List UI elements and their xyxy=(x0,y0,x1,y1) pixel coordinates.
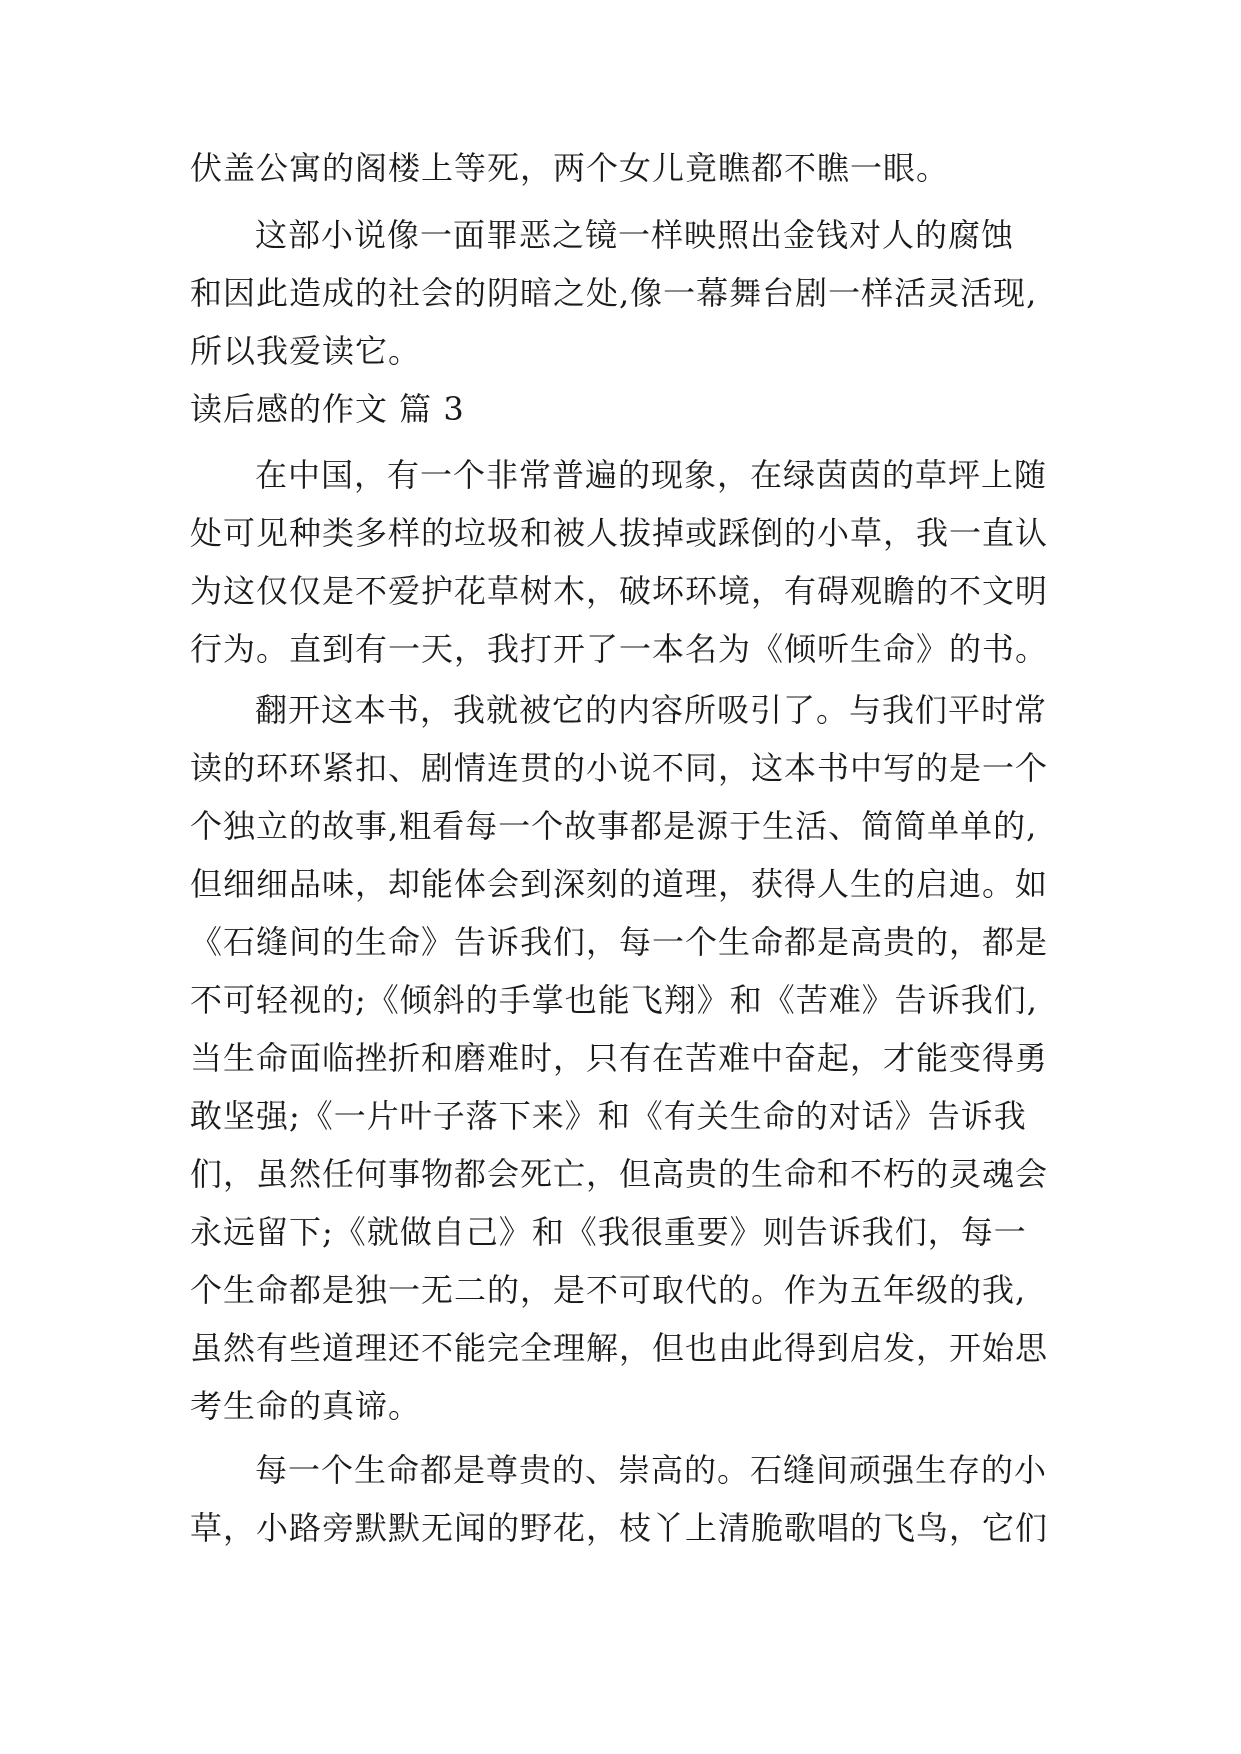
text-line: 读的环环紧扣、剧情连贯的小说不同，这本书中写的是一个 xyxy=(190,749,1049,787)
text-line: 《石缝间的生命》告诉我们，每一个生命都是高贵的，都是 xyxy=(190,923,1049,961)
text-line: 个独立的故事,粗看每一个故事都是源于生活、简简单单的, xyxy=(190,807,1038,845)
text-line: 虽然有些道理还不能完全理解，但也由此得到启发，开始思 xyxy=(190,1329,1049,1367)
text-line: 这部小说像一面罪恶之镜一样映照出金钱对人的腐蚀 xyxy=(255,216,1015,254)
text-line: 翻开这本书，我就被它的内容所吸引了。与我们平时常 xyxy=(255,691,1048,729)
text-line: 但细细品味，却能体会到深刻的道理，获得人生的启迪。如 xyxy=(190,865,1049,903)
text-line: 处可见种类多样的垃圾和被人拔掉或踩倒的小草，我一直认 xyxy=(190,514,1049,552)
text-line: 和因此造成的社会的阴暗之处,像一幕舞台剧一样活灵活现, xyxy=(190,274,1038,312)
text-line: 伏盖公寓的阁楼上等死，两个女儿竟瞧都不瞧一眼。 xyxy=(190,149,950,187)
text-line: 在中国，有一个非常普遍的现象，在绿茵茵的草坪上随 xyxy=(255,456,1048,494)
text-line: 当生命面临挫折和磨难时，只有在苦难中奋起，才能变得勇 xyxy=(190,1039,1049,1077)
section-heading: 读后感的作文 篇 3 xyxy=(190,390,465,428)
text-line: 考生命的真谛。 xyxy=(190,1387,422,1425)
text-line: 每一个生命都是尊贵的、崇高的。石缝间顽强生存的小 xyxy=(255,1451,1048,1489)
text-line: 行为。直到有一天，我打开了一本名为《倾听生命》的书。 xyxy=(190,630,1049,668)
text-line: 永远留下;《就做自己》和《我很重要》则告诉我们，每一 xyxy=(190,1213,1027,1251)
text-line: 所以我爱读它。 xyxy=(190,332,422,370)
text-line: 们，虽然任何事物都会死亡，但高贵的生命和不朽的灵魂会 xyxy=(190,1155,1049,1193)
text-line: 草，小路旁默默无闻的野花，枝丫上清脆歌唱的飞鸟，它们 xyxy=(190,1509,1049,1547)
text-line: 敢坚强;《一片叶子落下来》和《有关生命的对话》告诉我 xyxy=(190,1097,1027,1135)
text-line: 不可轻视的;《倾斜的手掌也能飞翔》和《苦难》告诉我们, xyxy=(190,981,1038,1019)
text-line: 为这仅仅是不爱护花草树木，破坏环境，有碍观瞻的不文明 xyxy=(190,572,1049,610)
text-line: 个生命都是独一无二的，是不可取代的。作为五年级的我, xyxy=(190,1271,1027,1309)
